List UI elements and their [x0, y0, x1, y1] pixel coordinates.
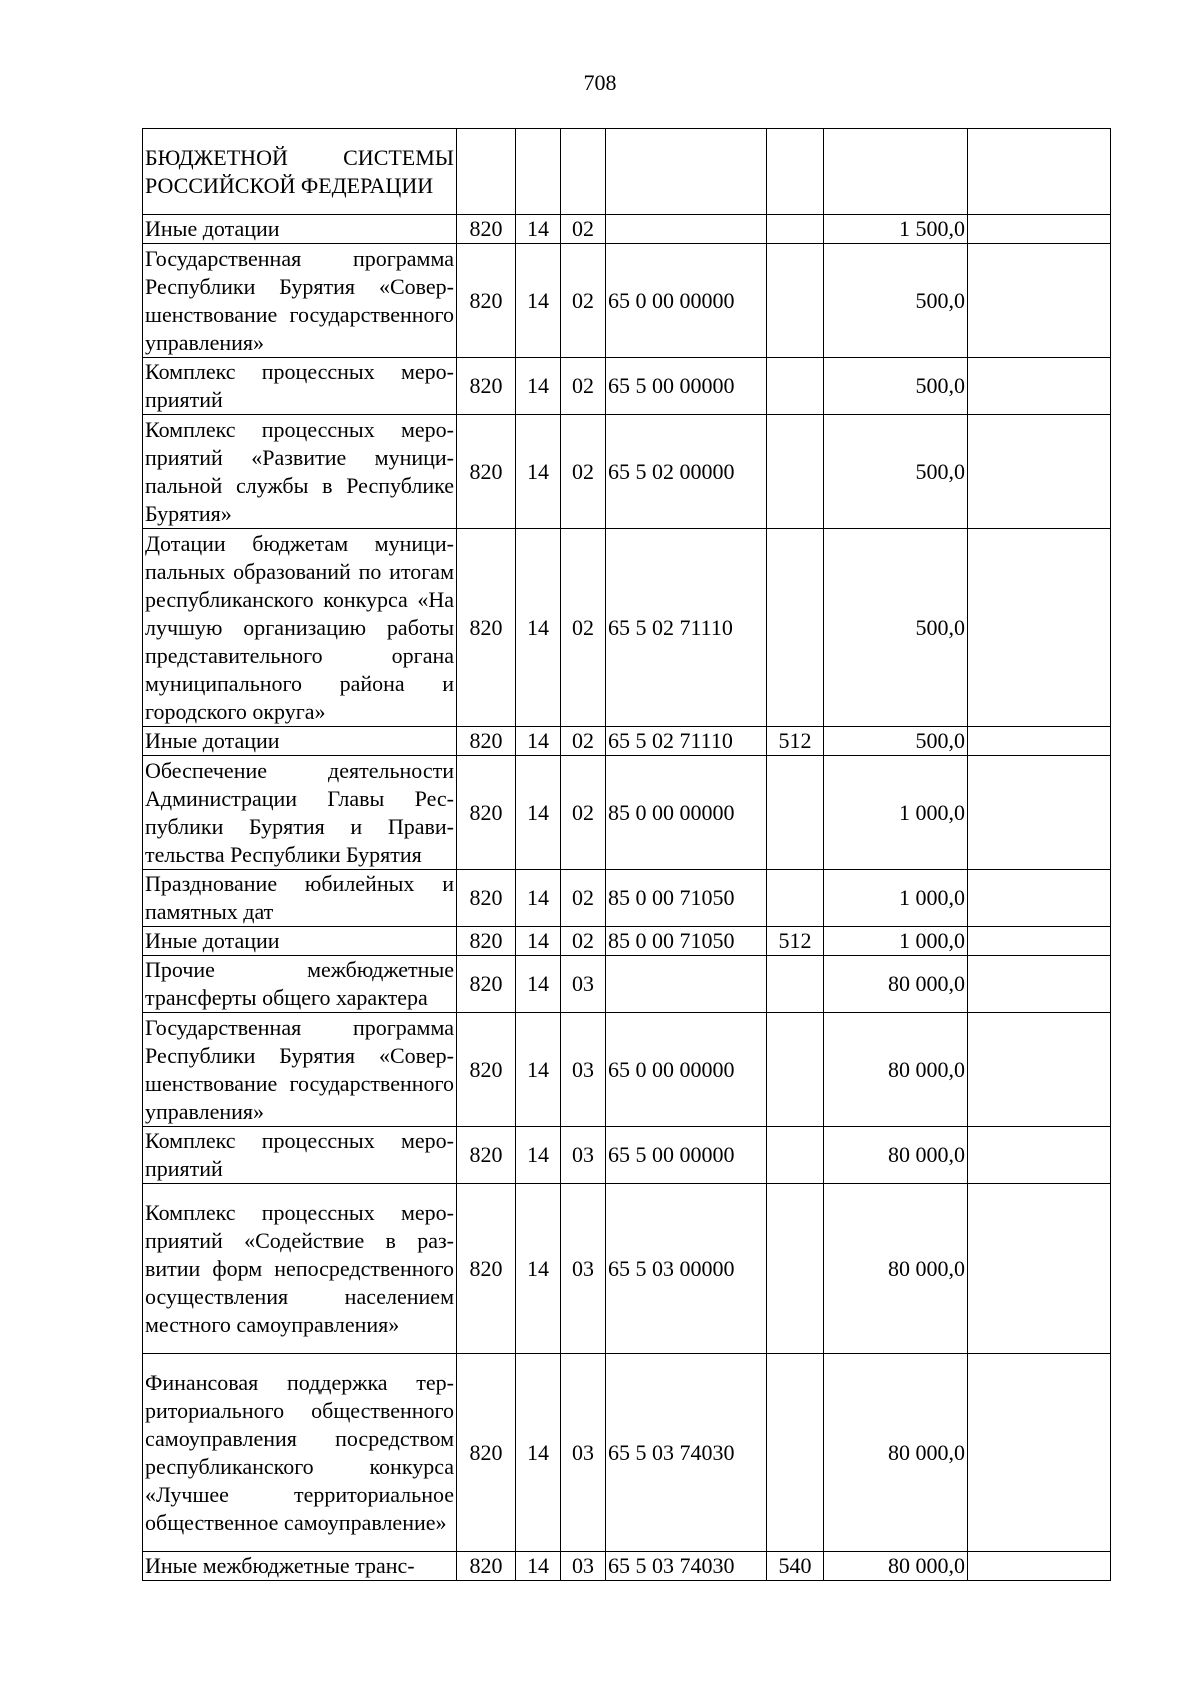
target-article-code: 65 0 00 00000 — [606, 1013, 767, 1127]
table-row — [143, 1127, 1111, 1184]
target-article-code — [606, 129, 767, 215]
grbs-code: 820 — [457, 244, 516, 358]
table-row — [143, 1013, 1111, 1127]
expense-type-code — [767, 358, 824, 415]
subsection-code: 03 — [561, 956, 606, 1013]
row-name: Комплекс процессных мероприятий «Развитие муниципальной службы в Республике Бурятия» — [143, 415, 457, 529]
row-name: Иные дотации — [143, 215, 457, 244]
table-row — [143, 529, 1111, 727]
extra-cell — [968, 956, 1111, 1013]
table-row — [143, 1354, 1111, 1552]
extra-cell — [968, 870, 1111, 927]
expense-type-code — [767, 1127, 824, 1184]
grbs-code: 820 — [457, 756, 516, 870]
amount: 1 500,0 — [824, 215, 968, 244]
amount: 1 000,0 — [824, 870, 968, 927]
extra-cell — [968, 1184, 1111, 1354]
subsection-code: 03 — [561, 1184, 606, 1354]
extra-cell — [968, 129, 1111, 215]
grbs-code: 820 — [457, 215, 516, 244]
expense-type-code — [767, 1354, 824, 1552]
subsection-code: 02 — [561, 727, 606, 756]
extra-cell — [968, 1552, 1111, 1581]
page-number: 708 — [583, 70, 617, 95]
budget-table-body — [143, 129, 1111, 1581]
target-article-code: 65 5 02 71110 — [606, 529, 767, 727]
extra-cell — [968, 727, 1111, 756]
target-article-code — [606, 215, 767, 244]
row-name: Комплекс процессных мероприятий — [143, 358, 457, 415]
row-name: БЮДЖЕТНОЙ СИСТЕМЫ РОССИЙСКОЙ ФЕДЕРАЦИИ — [143, 129, 457, 215]
extra-cell — [968, 1127, 1111, 1184]
subsection-code — [561, 129, 606, 215]
row-name: Иные дотации — [143, 927, 457, 956]
amount: 500,0 — [824, 415, 968, 529]
expense-type-code: 540 — [767, 1552, 824, 1581]
section-code: 14 — [516, 1354, 561, 1552]
section-code: 14 — [516, 727, 561, 756]
amount: 500,0 — [824, 358, 968, 415]
target-article-code: 85 0 00 71050 — [606, 870, 767, 927]
target-article-code: 65 5 03 00000 — [606, 1184, 767, 1354]
extra-cell — [968, 244, 1111, 358]
row-name: Обеспечение деятельности Администрации Главы Республики Бурятия и Правительства Республики Бурятия — [143, 756, 457, 870]
grbs-code: 820 — [457, 927, 516, 956]
subsection-code: 02 — [561, 358, 606, 415]
grbs-code: 820 — [457, 358, 516, 415]
extra-cell — [968, 1013, 1111, 1127]
table-row — [143, 244, 1111, 358]
table-row — [143, 1184, 1111, 1354]
table-row — [143, 870, 1111, 927]
target-article-code: 65 5 02 71110 — [606, 727, 767, 756]
subsection-code: 03 — [561, 1127, 606, 1184]
expense-type-code — [767, 870, 824, 927]
grbs-code: 820 — [457, 1552, 516, 1581]
expense-type-code — [767, 129, 824, 215]
expense-type-code — [767, 756, 824, 870]
grbs-code: 820 — [457, 415, 516, 529]
subsection-code: 03 — [561, 1552, 606, 1581]
table-row — [143, 1552, 1111, 1581]
amount: 80 000,0 — [824, 956, 968, 1013]
amount — [824, 129, 968, 215]
grbs-code: 820 — [457, 1127, 516, 1184]
target-article-code: 65 5 02 00000 — [606, 415, 767, 529]
extra-cell — [968, 1354, 1111, 1552]
table-row — [143, 727, 1111, 756]
section-code: 14 — [516, 1184, 561, 1354]
row-name: Финансовая поддержка территориального общественного самоуправления посредством республиканского конкурса «Лучшее территориальное общественное самоуправление» — [143, 1354, 457, 1552]
expense-type-code — [767, 415, 824, 529]
subsection-code: 02 — [561, 927, 606, 956]
expense-type-code: 512 — [767, 927, 824, 956]
amount: 80 000,0 — [824, 1354, 968, 1552]
section-code — [516, 129, 561, 215]
expense-type-code — [767, 529, 824, 727]
extra-cell — [968, 415, 1111, 529]
target-article-code — [606, 956, 767, 1013]
row-name: Прочие межбюджетные трансферты общего характера — [143, 956, 457, 1013]
section-code: 14 — [516, 415, 561, 529]
target-article-code: 65 0 00 00000 — [606, 244, 767, 358]
table-row — [143, 956, 1111, 1013]
subsection-code: 03 — [561, 1354, 606, 1552]
extra-cell — [968, 358, 1111, 415]
extra-cell — [968, 215, 1111, 244]
expense-type-code — [767, 215, 824, 244]
table-row — [143, 215, 1111, 244]
subsection-code: 02 — [561, 415, 606, 529]
amount: 80 000,0 — [824, 1013, 968, 1127]
table-row — [143, 358, 1111, 415]
section-code: 14 — [516, 529, 561, 727]
row-name: Комплекс процессных мероприятий «Содействие в развитии форм непосредственного осуществления населением местного самоуправления» — [143, 1184, 457, 1354]
amount: 1 000,0 — [824, 927, 968, 956]
grbs-code — [457, 129, 516, 215]
section-code: 14 — [516, 1013, 561, 1127]
section-code: 14 — [516, 927, 561, 956]
row-name: Дотации бюджетам муниципальных образований по итогам республиканского конкурса «На лучшую организацию работы представительного органа муниципального района и городского округа» — [143, 529, 457, 727]
amount: 80 000,0 — [824, 1184, 968, 1354]
row-name: Государственная программа Республики Бурятия «Совершенствование государственного управления» — [143, 244, 457, 358]
amount: 1 000,0 — [824, 756, 968, 870]
amount: 500,0 — [824, 244, 968, 358]
extra-cell — [968, 927, 1111, 956]
target-article-code: 85 0 00 00000 — [606, 756, 767, 870]
row-name: Государственная программа Республики Бурятия «Совершенствование государственного управления» — [143, 1013, 457, 1127]
section-code: 14 — [516, 956, 561, 1013]
section-code: 14 — [516, 215, 561, 244]
extra-cell — [968, 529, 1111, 727]
expense-type-code — [767, 1184, 824, 1354]
amount: 80 000,0 — [824, 1552, 968, 1581]
target-article-code: 65 5 03 74030 — [606, 1354, 767, 1552]
grbs-code: 820 — [457, 1013, 516, 1127]
target-article-code: 85 0 00 71050 — [606, 927, 767, 956]
section-code: 14 — [516, 358, 561, 415]
section-code: 14 — [516, 870, 561, 927]
expense-type-code: 512 — [767, 727, 824, 756]
table-row — [143, 415, 1111, 529]
target-article-code: 65 5 00 00000 — [606, 358, 767, 415]
grbs-code: 820 — [457, 870, 516, 927]
grbs-code: 820 — [457, 727, 516, 756]
section-code: 14 — [516, 1552, 561, 1581]
grbs-code: 820 — [457, 1354, 516, 1552]
amount: 500,0 — [824, 529, 968, 727]
table-row — [143, 756, 1111, 870]
section-code: 14 — [516, 244, 561, 358]
section-code: 14 — [516, 1127, 561, 1184]
target-article-code: 65 5 00 00000 — [606, 1127, 767, 1184]
row-name: Иные дотации — [143, 727, 457, 756]
row-name: Иные межбюджетные транс- — [143, 1552, 457, 1581]
expense-type-code — [767, 244, 824, 358]
target-article-code: 65 5 03 74030 — [606, 1552, 767, 1581]
section-code: 14 — [516, 756, 561, 870]
budget-table — [142, 128, 1111, 1581]
grbs-code: 820 — [457, 529, 516, 727]
row-name: Комплекс процессных мероприятий — [143, 1127, 457, 1184]
subsection-code: 02 — [561, 756, 606, 870]
amount: 80 000,0 — [824, 1127, 968, 1184]
grbs-code: 820 — [457, 1184, 516, 1354]
extra-cell — [968, 756, 1111, 870]
table-row — [143, 927, 1111, 956]
subsection-code: 02 — [561, 215, 606, 244]
grbs-code: 820 — [457, 956, 516, 1013]
expense-type-code — [767, 1013, 824, 1127]
subsection-code: 02 — [561, 529, 606, 727]
subsection-code: 03 — [561, 1013, 606, 1127]
amount: 500,0 — [824, 727, 968, 756]
subsection-code: 02 — [561, 870, 606, 927]
row-name: Празднование юбилейных и памятных дат — [143, 870, 457, 927]
subsection-code: 02 — [561, 244, 606, 358]
table-row — [143, 129, 1111, 215]
expense-type-code — [767, 956, 824, 1013]
